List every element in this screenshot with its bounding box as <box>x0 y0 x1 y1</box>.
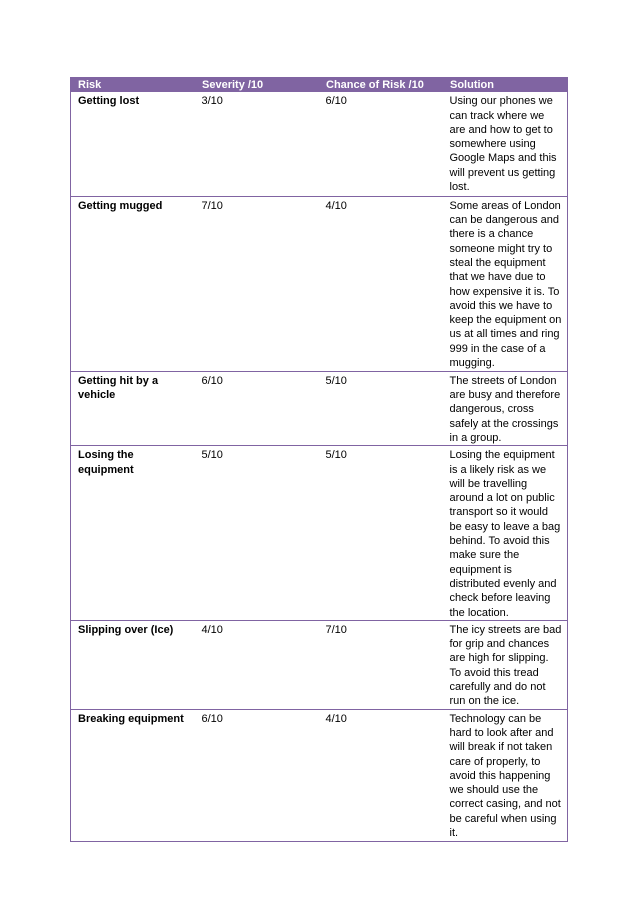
chance-cell: 5/10 <box>319 446 443 621</box>
solution-cell: The icy streets are bad for grip and chances are high for slipping. To avoid this tread carefully and do not run on the ice. <box>443 620 568 709</box>
table-row <box>71 92 568 196</box>
header-risk: Risk <box>71 77 195 92</box>
severity-cell: 3/10 <box>195 92 319 196</box>
table-row <box>71 709 568 841</box>
chance-cell: 7/10 <box>319 620 443 709</box>
risk-cell: Getting hit by a vehicle <box>71 371 195 445</box>
chance-cell: 4/10 <box>319 196 443 371</box>
header-row <box>71 77 568 92</box>
chance-cell: 5/10 <box>319 371 443 445</box>
severity-cell: 5/10 <box>195 446 319 621</box>
header-chance-of-risk: Chance of Risk /10 <box>319 77 443 92</box>
risk-cell: Slipping over (Ice) <box>71 620 195 709</box>
table-body <box>71 92 568 841</box>
solution-cell: Some areas of London can be dangerous and there is a chance someone might try to steal the equipment that we have due to how expensive it is. To avoid this we have to keep the equipment on us at all times and ring 999 in the case of a mugging. <box>443 196 568 371</box>
chance-cell: 6/10 <box>319 92 443 196</box>
table-row <box>71 371 568 445</box>
solution-cell: Using our phones we can track where we are and how to get to somewhere using Google Maps and this will prevent us getting lost. <box>443 92 568 196</box>
risk-cell: Losing the equipment <box>71 446 195 621</box>
solution-cell: The streets of London are busy and therefore dangerous, cross safely at the crossings in a group. <box>443 371 568 445</box>
table-header <box>71 77 568 92</box>
chance-cell: 4/10 <box>319 709 443 841</box>
severity-cell: 6/10 <box>195 371 319 445</box>
header-severity: Severity /10 <box>195 77 319 92</box>
table-row <box>71 620 568 709</box>
solution-cell: Technology can be hard to look after and will break if not taken care of properly, to avoid this happening we should use the correct casing, and not be careful when using it. <box>443 709 568 841</box>
table-row <box>71 446 568 621</box>
solution-cell: Losing the equipment is a likely risk as we will be travelling around a lot on public transport so it would be easy to leave a bag behind. To avoid this make sure the equipment is distributed evenly and check before leaving the location. <box>443 446 568 621</box>
severity-cell: 4/10 <box>195 620 319 709</box>
risk-cell: Getting mugged <box>71 196 195 371</box>
risk-cell: Getting lost <box>71 92 195 196</box>
severity-cell: 6/10 <box>195 709 319 841</box>
risk-assessment-table <box>70 77 568 842</box>
risk-cell: Breaking equipment <box>71 709 195 841</box>
severity-cell: 7/10 <box>195 196 319 371</box>
table-row <box>71 196 568 371</box>
header-solution: Solution <box>443 77 568 92</box>
